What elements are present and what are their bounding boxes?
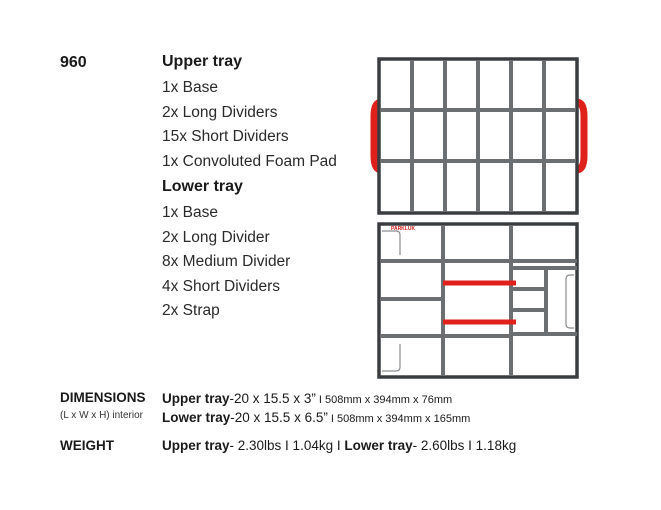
tray-logo: PARKLUK [391, 226, 416, 232]
upper-tray-item: 2x Long Dividers [162, 103, 278, 121]
lower-tray-item: 8x Medium Divider [162, 253, 291, 270]
upper-tray-diagram [370, 56, 592, 216]
contents-list [162, 52, 362, 325]
lower-tray-diagram [370, 221, 592, 381]
lower-dimensions [162, 410, 470, 425]
upper-dim-imperial: -20 x 15.5 x 3” [229, 391, 316, 406]
upper-tray-dividers [381, 61, 575, 211]
lower-weight-name: Lower tray [344, 438, 413, 453]
lower-dim-name: Lower tray [162, 410, 231, 425]
model-number: 960 [60, 54, 87, 71]
weight-label: WEIGHT [60, 438, 114, 453]
lower-tray-title: Lower tray [162, 178, 243, 195]
lower-dim-metric: I 508mm x 394mm x 165mm [327, 413, 471, 425]
upper-dim-name: Upper tray [162, 391, 230, 406]
lower-dim-imperial: -20 x 15.5 x 6.5” [230, 410, 328, 425]
upper-tray-item: 15x Short Dividers [162, 128, 289, 145]
lower-tray-item: 2x Strap [162, 302, 220, 319]
upper-dimensions [162, 391, 452, 406]
upper-tray-item: 1x Convoluted Foam Pad [162, 152, 337, 170]
upper-dim-metric: I 508mm x 394mm x 76mm [315, 394, 453, 406]
dimensions-sublabel: (L x W x H) interior [60, 410, 143, 421]
upper-weight-name: Upper tray [162, 438, 230, 453]
upper-tray-title: Upper tray [162, 53, 243, 70]
weight-line [162, 438, 516, 453]
upper-tray-item: 1x Base [162, 79, 219, 96]
dimensions-label: DIMENSIONS [60, 390, 146, 405]
lower-tray-item: 4x Short Dividers [162, 277, 281, 295]
lower-tray-item: 2x Long Divider [162, 228, 270, 246]
lower-tray-item: 1x Base [162, 204, 219, 221]
lower-weight-value: - 2.60lbs I 1.18kg [412, 438, 517, 453]
upper-weight-value: - 2.30lbs I 1.04kg I [229, 438, 345, 453]
